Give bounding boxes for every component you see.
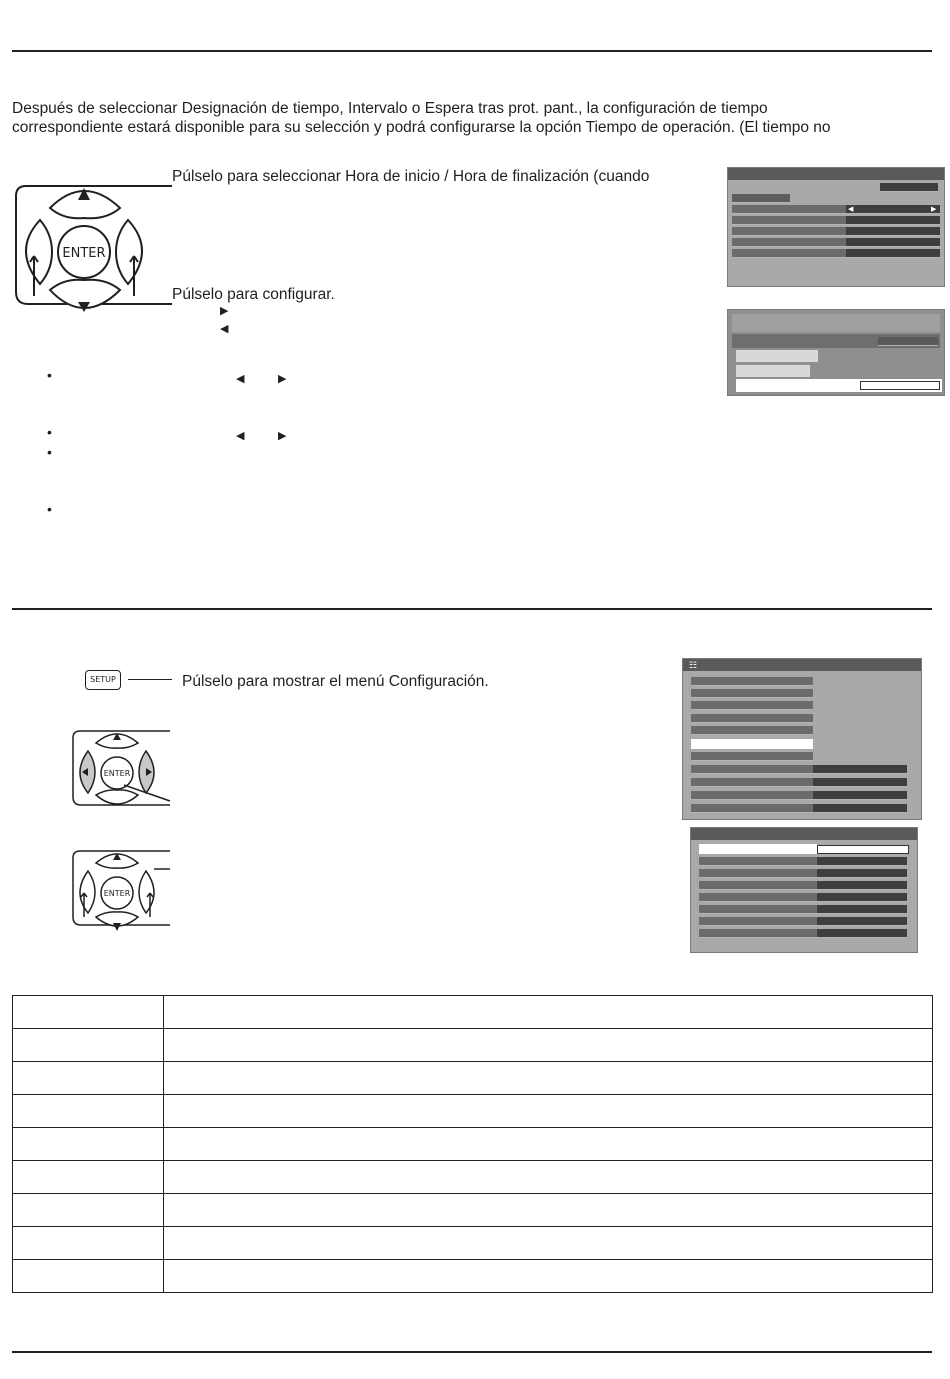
remote-dpad-diagram	[12, 180, 182, 320]
settings-table	[12, 995, 933, 1293]
table-row	[13, 1194, 933, 1227]
table-row	[13, 1128, 933, 1161]
table-cell	[164, 996, 933, 1029]
bullet-dot: •	[47, 501, 52, 517]
bottom-rule	[12, 1351, 932, 1353]
table-cell	[13, 996, 164, 1029]
table-cell	[164, 1260, 933, 1293]
table-row	[13, 1029, 933, 1062]
right-arrow-icon: ▶	[220, 305, 229, 317]
table-cell	[13, 1161, 164, 1194]
menu-list-icon: ☷	[689, 660, 698, 670]
left-arrow-icon: ◀	[220, 323, 229, 335]
bullet-dot: •	[47, 367, 52, 383]
osd-screenshot-timer: ◀ ▶	[727, 167, 945, 287]
table-row	[13, 1062, 933, 1095]
section-rule	[12, 608, 932, 610]
callout-configure: Púlselo para configurar.	[172, 286, 335, 303]
callout-select-time: Púlselo para seleccionar Hora de inicio / Hora de finalización (cuando	[172, 168, 650, 185]
left-arrow-icon: ◀	[236, 373, 245, 385]
table-row	[13, 1260, 933, 1293]
bullet-dot: •	[47, 444, 52, 460]
table-cell	[13, 1194, 164, 1227]
table-cell	[164, 1128, 933, 1161]
left-arrow-icon: ◀	[236, 430, 245, 442]
remote-dpad-diagram-2	[70, 727, 172, 811]
table-cell	[13, 1227, 164, 1260]
table-cell	[164, 1029, 933, 1062]
table-cell	[13, 1260, 164, 1293]
table-cell	[13, 1062, 164, 1095]
osd-timer-setup	[690, 827, 918, 953]
right-arrow-icon: ▶	[278, 373, 287, 385]
table-cell	[164, 1227, 933, 1260]
table-cell	[164, 1095, 933, 1128]
table-row	[13, 1095, 933, 1128]
table-cell	[13, 1095, 164, 1128]
table-row	[13, 1161, 933, 1194]
osd-setup-menu	[682, 658, 922, 820]
enter-button[interactable]: ENTER	[103, 769, 131, 778]
table-cell	[164, 1062, 933, 1095]
intro-line-1: Después de seleccionar Designación de tiempo, Intervalo o Espera tras prot. pant., la configuración de tiempo	[12, 100, 768, 117]
table-cell	[164, 1161, 933, 1194]
enter-button[interactable]: ENTER	[103, 889, 131, 898]
table-cell	[13, 1029, 164, 1062]
intro-line-2: correspondiente estará disponible para su selección y podrá configurarse la opción Tiempo de operación. (El tiempo no	[12, 119, 831, 136]
table-row	[13, 996, 933, 1029]
top-rule	[12, 50, 932, 52]
table-row	[13, 1227, 933, 1260]
remote-dpad-diagram-3	[70, 847, 172, 931]
callout-show-setup-menu: Púlselo para mostrar el menú Configuración.	[182, 673, 489, 690]
table-cell	[164, 1194, 933, 1227]
right-arrow-icon: ▶	[278, 430, 287, 442]
callout-line	[128, 679, 172, 680]
osd-screenshot-operation-time	[727, 309, 945, 396]
bullet-dot: •	[47, 424, 52, 440]
table-cell	[13, 1128, 164, 1161]
enter-button[interactable]: ENTER	[62, 246, 106, 261]
setup-button[interactable]: SETUP	[85, 670, 121, 690]
